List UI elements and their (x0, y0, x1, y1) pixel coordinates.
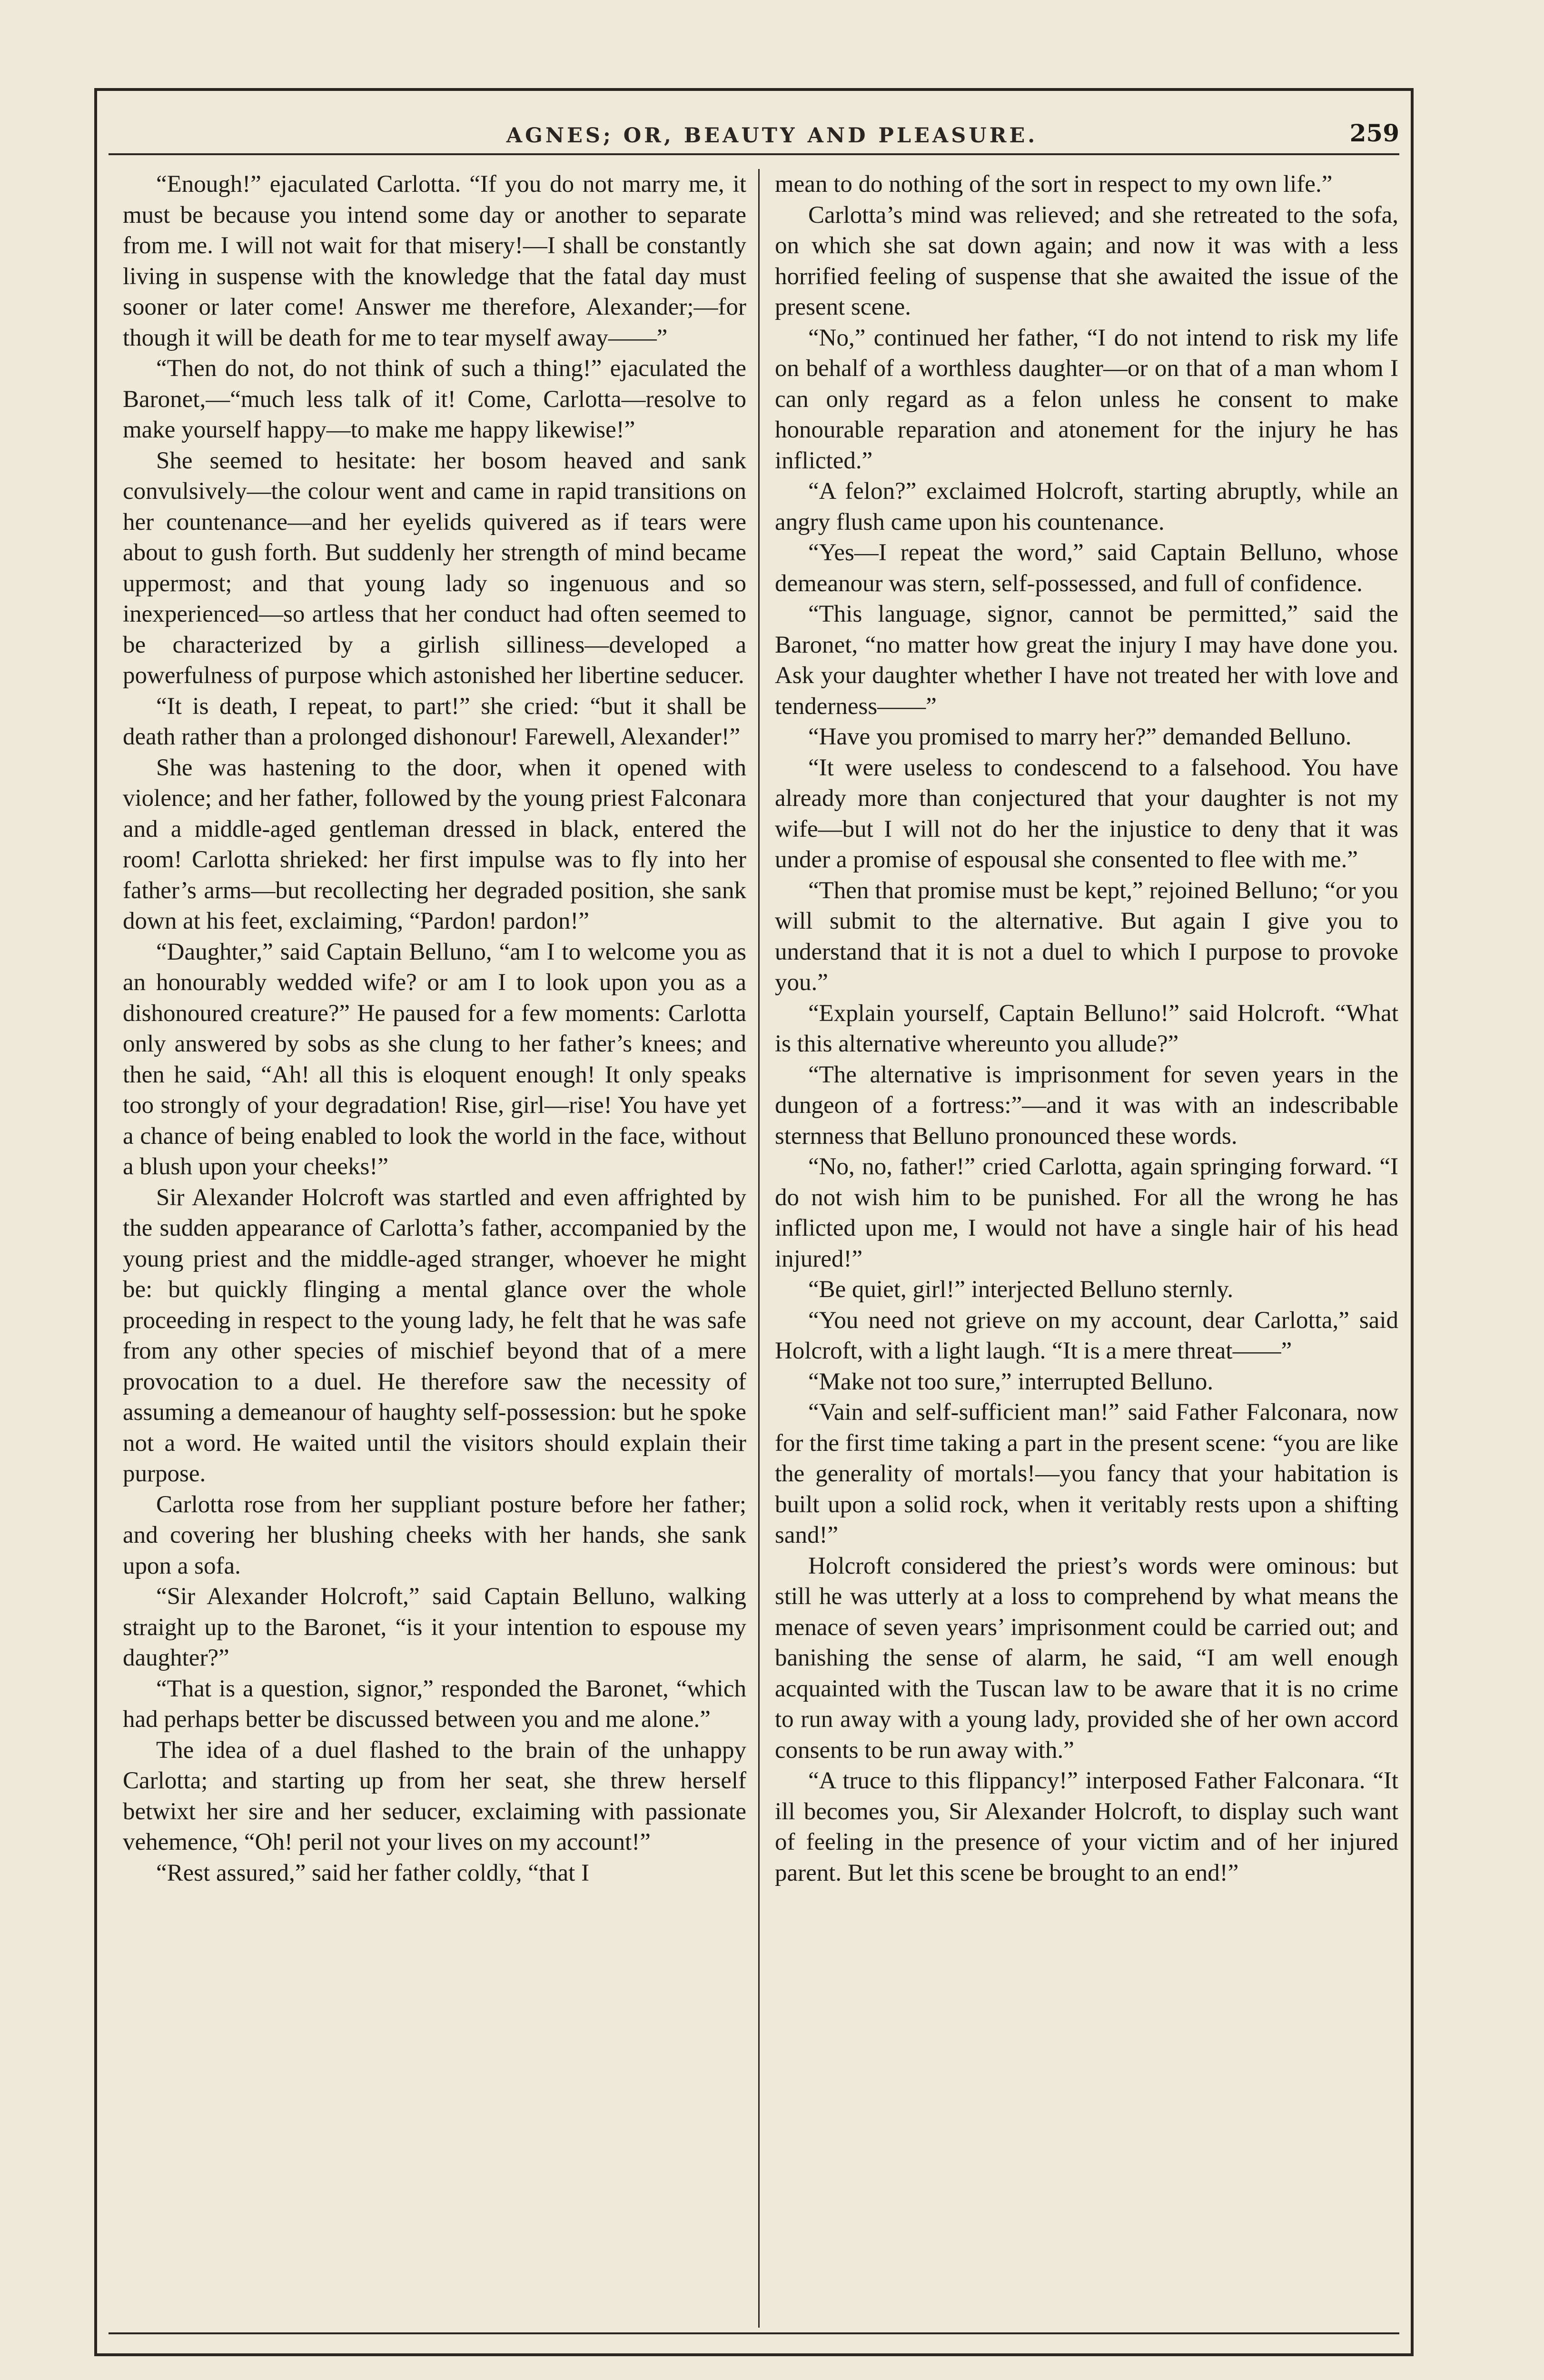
left-text-column (123, 169, 746, 2330)
paragraph: mean to do nothing of the sort in respect to my own life.” (775, 171, 1333, 198)
paragraph: “The alternative is imprisonment for seven years in the dungeon of a fortress:”—and it was with an indescribable sternness that Belluno pronounced these words. (775, 1061, 1398, 1150)
paragraph: Holcroft considered the priest’s words were ominous: but still he was utterly at a loss to comprehend by what means the menace of seven years’ imprisonment could be carried out; and banishing the sense of alarm, he said, “I am well enough acquainted with the Tuscan law to be aware that it is no crime to run away with a young lady, provided she of her own accord consents to be run away with.” (775, 1552, 1398, 1764)
paragraph: “Enough!” ejaculated Carlotta. “If you do not marry me, it must be because you intend some day or another to separate from me. I will not wait for that misery!—I shall be constantly living in suspense with the knowledge that the fatal day must sooner or later come! Answer me therefore, Alexander;—for though it will be death for me to tear myself away——” (123, 171, 746, 351)
paragraph: “You need not grieve on my account, dear Carlotta,” said Holcroft, with a light laugh. “It is a mere threat——” (775, 1307, 1398, 1364)
paragraph: “Be quiet, girl!” interjected Belluno sternly. (808, 1276, 1234, 1303)
paragraph: “No, no, father!” cried Carlotta, again springing forward. “I do not wish him to be punished. For all the wrong he has inflicted upon me, I would not have a single hair of his head injured!” (775, 1153, 1398, 1272)
paragraph: The idea of a duel flashed to the brain of the unhappy Carlotta; and starting up from her seat, she threw herself betwixt her sire and her seducer, exclaiming with passionate vehemence, “Oh! peril not your lives on my account!” (123, 1736, 746, 1855)
paragraph: “It were useless to condescend to a falsehood. You have already more than conjectured that your daughter is not my wife—but I will not do her the injustice to deny that it was under a promise of espousal she consented to flee with me.” (775, 754, 1398, 873)
paragraph: “Sir Alexander Holcroft,” said Captain Belluno, walking straight up to the Baronet, “is it your intention to espouse my daughter?” (123, 1583, 746, 1671)
paragraph: “A truce to this flippancy!” interposed Father Falconara. “It ill becomes you, Sir Alexander Holcroft, to display such want of feeling in the presence of your victim and of her injured parent. But let this scene be brought to an end!” (775, 1767, 1398, 1886)
paragraph: Carlotta rose from her suppliant posture before her father; and covering her blushing cheeks with her hands, she sank upon a sofa. (123, 1491, 746, 1579)
paragraph: “Daughter,” said Captain Belluno, “am I to welcome you as an honourably wedded wife? or am I to look upon you as a dishonoured creature?” He paused for a few moments: Carlotta only answered by sobs as she clung to her father’s knees; and then he said, “Ah! all this is eloquent enough! It only speaks too strongly of your degradation! Rise, girl—rise! You have yet a chance of being enabled to look the world in the face, without a blush upon your cheeks!” (123, 938, 746, 1180)
header-rule (109, 153, 1399, 155)
footer-rule (109, 2332, 1399, 2334)
page-number: 259 (1349, 119, 1399, 147)
paragraph: “A felon?” exclaimed Holcroft, starting abruptly, while an angry flush came upon his countenance. (775, 478, 1398, 536)
paragraph: “Rest assured,” said her father coldly, “that I (156, 1859, 590, 1886)
paragraph: “Explain yourself, Captain Belluno!” said Holcroft. “What is this alternative whereunto you allude?” (775, 1000, 1398, 1057)
paragraph: Sir Alexander Holcroft was startled and even affrighted by the sudden appearance of Carlotta’s father, accompanied by the young priest and the middle-aged stranger, whoever he might be: but quickly flinging a mental glance over the whole proceeding in respect to the young lady, he felt that he was safe from any other species of mischief beyond that of a mere provocation to a duel. He therefore saw the necessity of assuming a demeanour of haughty self-possession: but he spoke not a word. He waited until the visitors should explain their purpose. (123, 1184, 746, 1487)
paragraph: “No,” continued her father, “I do not intend to risk my life on behalf of a worthless daughter—or on that of a man whom I can only regard as a felon unless he consent to make honourable reparation and atonement for the injury he has inflicted.” (775, 324, 1398, 474)
paragraph: “That is a question, signor,” responded the Baronet, “which had perhaps better be discussed between you and me alone.” (123, 1675, 746, 1733)
paragraph: “This language, signor, cannot be permitted,” said the Baronet, “no matter how great the injury I may have done you. Ask your daughter whether I have not treated her with love and tenderness——” (775, 601, 1398, 720)
paragraph: She seemed to hesitate: her bosom heaved and sank convulsively—the colour went and came in rapid transitions on her countenance—and her eyelids quivered as if tears were about to gush forth. But suddenly her strength of mind became uppermost; and that young lady so ingenuous and so inexperienced—so artless that her conduct had often seemed to be characterized by a girlish silliness—developed a powerfulness of purpose which astonished her libertine seducer. (123, 447, 746, 689)
paragraph: “Yes—I repeat the word,” said Captain Belluno, whose demeanour was stern, self-possessed, and full of confidence. (775, 539, 1398, 597)
paragraph: “Make not too sure,” interrupted Belluno. (808, 1368, 1214, 1395)
paragraph: “Have you promised to marry her?” demanded Belluno. (808, 724, 1352, 750)
column-divider (758, 169, 760, 2328)
paragraph: She was hastening to the door, when it opened with violence; and her father, followed by the young priest Falconara and a middle-aged gentleman dressed in black, entered the room! Carlotta shrieked: her first impulse was to fly into her father’s arms—but recollecting her degraded position, she sank down at his feet, exclaiming, “Pardon! pardon!” (123, 754, 746, 934)
paragraph: “Vain and self-sufficient man!” said Father Falconara, now for the first time taking a part in the present scene: “you are like the generality of mortals!—you fancy that your habitation is built upon a solid rock, when it veritably rests upon a shifting sand!” (775, 1399, 1398, 1548)
paragraph: “It is death, I repeat, to part!” she cried: “but it shall be death rather than a prolonged dishonour! Farewell, Alexander!” (123, 693, 746, 750)
right-text-column (775, 169, 1398, 2330)
paragraph: Carlotta’s mind was relieved; and she retreated to the sofa, on which she sat down again; and now it was with a less horrified feeling of suspense that she awaited the issue of the present scene. (775, 201, 1398, 320)
paragraph: “Then do not, do not think of such a thing!” ejaculated the Baronet,—“much less talk of it! Come, Carlotta—resolve to make yourself happy—to make me happy likewise!” (123, 355, 746, 443)
paragraph: “Then that promise must be kept,” rejoined Belluno; “or you will submit to the alternative. But again I give you to understand that it is not a duel to which I purpose to provoke you.” (775, 877, 1398, 996)
running-title: AGNES; OR, BEAUTY AND PLEASURE. (506, 124, 1038, 148)
